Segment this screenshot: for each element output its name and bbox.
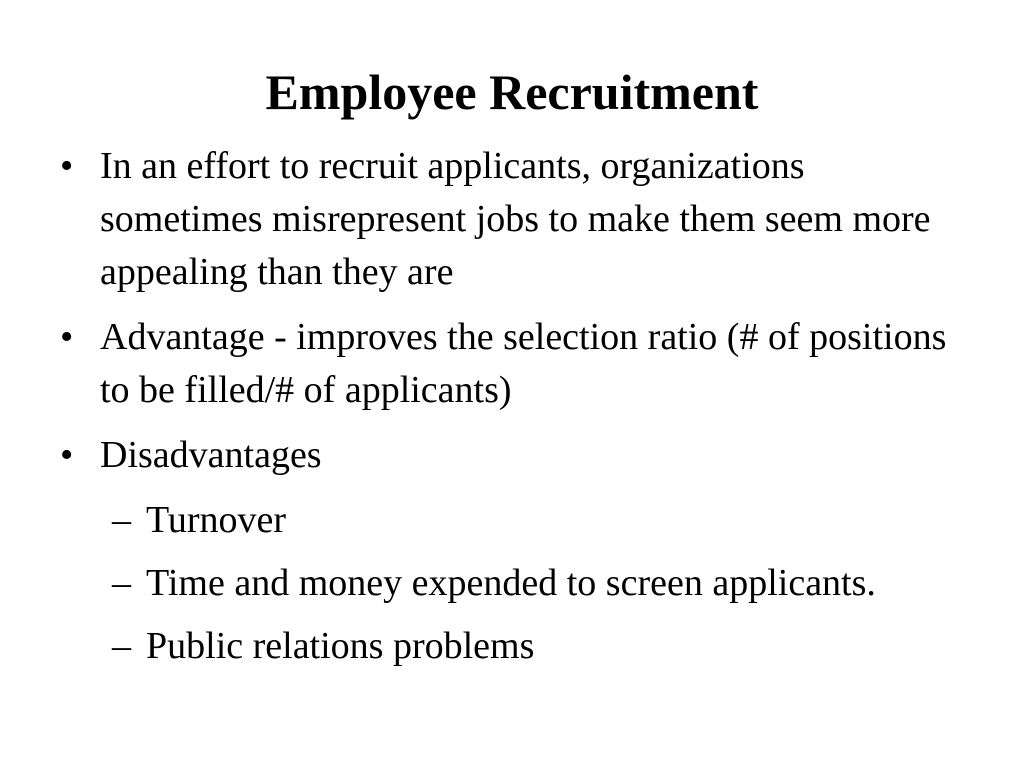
sub-bullet-text: Turnover	[146, 499, 287, 541]
bullet-list	[60, 140, 960, 683]
bullet-marker: •	[60, 316, 74, 358]
sub-bullet-item	[112, 620, 960, 673]
sub-bullet-item	[112, 557, 960, 610]
bullet-text: Advantage - improves the selection ratio (# of positions to be filled/# of applicants)	[100, 316, 947, 411]
bullet-text: In an effort to recruit applicants, organizations sometimes misrepresent jobs to make them seem more appealing than they are	[100, 145, 931, 293]
sub-bullet-marker: –	[112, 499, 131, 541]
bullet-item	[60, 140, 960, 299]
sub-bullet-text: Time and money expended to screen applicants.	[146, 562, 876, 604]
sub-bullet-item	[112, 494, 960, 547]
bullet-text: Disadvantages	[100, 434, 322, 476]
sub-bullet-text: Public relations problems	[146, 625, 535, 667]
bullet-marker: •	[60, 434, 74, 476]
bullet-item	[60, 311, 960, 417]
sub-bullet-marker: –	[112, 562, 131, 604]
bullet-marker: •	[60, 145, 74, 187]
bullet-item	[60, 429, 960, 482]
sub-bullet-marker: –	[112, 625, 131, 667]
slide-title: Employee Recruitment	[265, 64, 759, 120]
